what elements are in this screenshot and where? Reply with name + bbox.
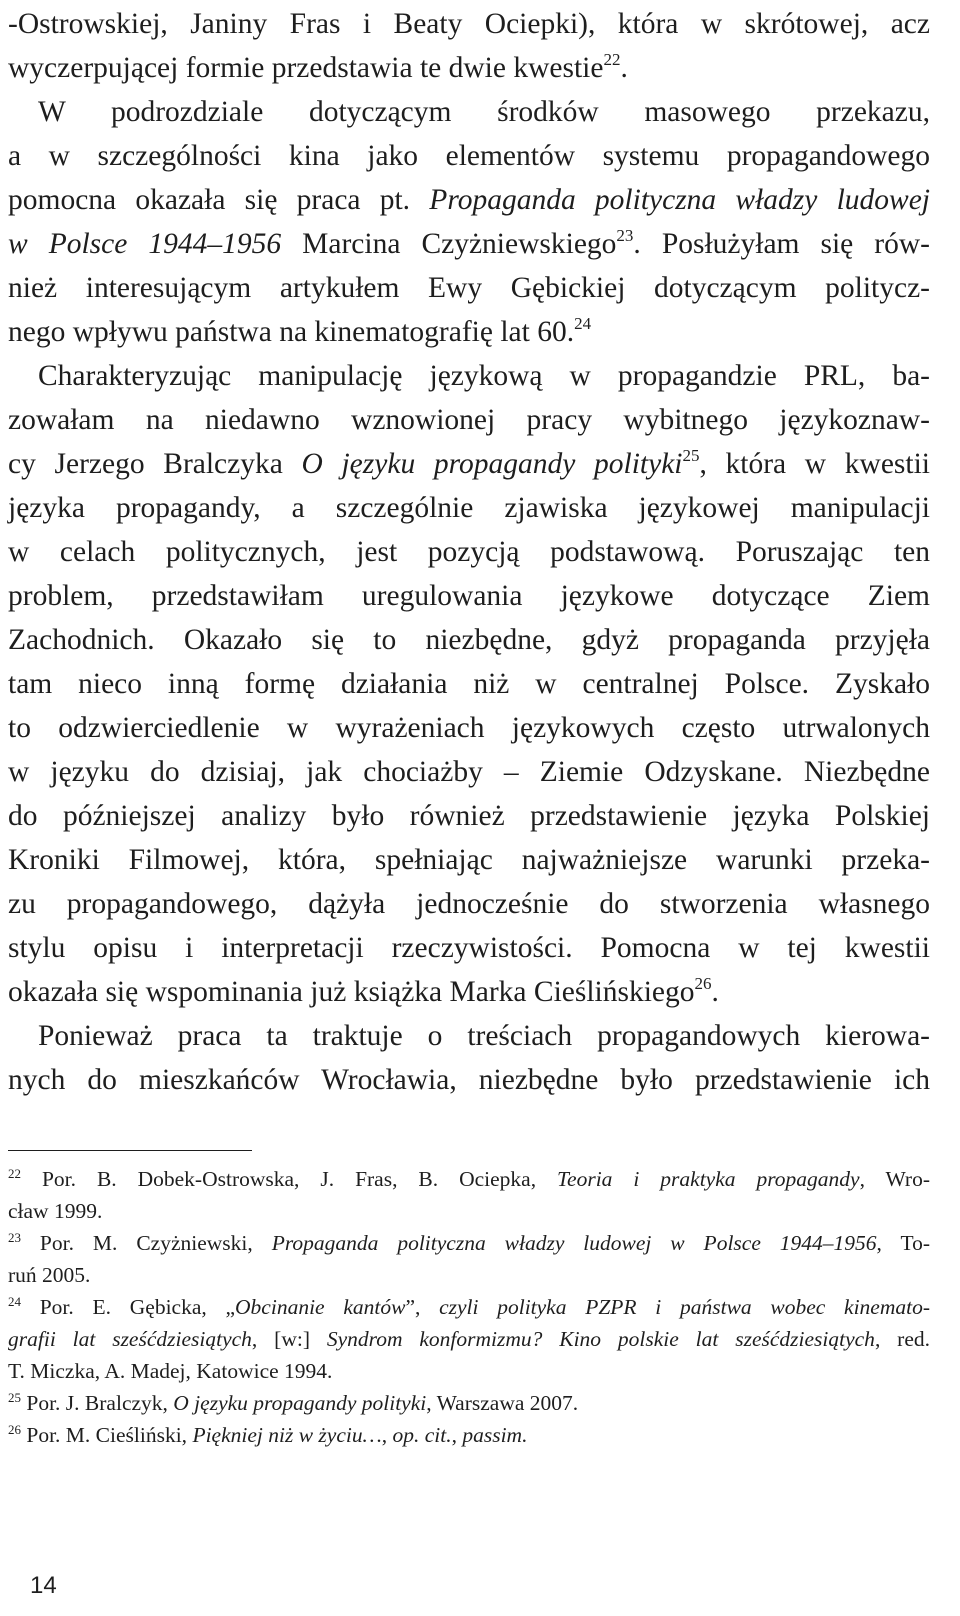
text-run: Por. E. Gębicka, „	[21, 1295, 236, 1319]
text-run: tam nieco inną formę działania niż w centralnej Polsce. Zyskało	[8, 668, 930, 700]
footnote-ref: 24	[574, 314, 592, 333]
footnote-22	[8, 1164, 930, 1197]
text-run: do późniejszej analizy było również przedstawienie języka Polskiej	[8, 800, 930, 832]
body-line	[8, 970, 719, 1018]
text-run: problem, przedstawiłam uregulowania językowe dotyczące Ziem	[8, 580, 930, 612]
italic-text: op. cit.	[392, 1423, 452, 1447]
body-line	[8, 618, 930, 662]
text-run: Charakteryzując manipulację językową w propagandzie PRL, ba-	[38, 360, 930, 392]
footnote-number: 23	[8, 1230, 21, 1245]
text-run: W podrozdziale dotyczącym środków masowego przekazu,	[38, 96, 930, 128]
text-run: Ponieważ praca ta traktuje o treściach propagandowych kierowa-	[38, 1020, 930, 1052]
text-run: nych do mieszkańców Wrocławia, niezbędne było przedstawienie ich	[8, 1064, 930, 1096]
body-line	[8, 882, 930, 926]
footnote-separator	[8, 1150, 252, 1151]
text-run: T. Miczka, A. Madej, Katowice 1994.	[8, 1359, 333, 1383]
text-run: , Warszawa 2007.	[426, 1391, 579, 1415]
body-line	[8, 662, 930, 706]
footnote-25	[8, 1388, 578, 1421]
text-run: Marcina Czyżniewskiego	[302, 228, 617, 260]
text-run: zowałam na niedawno wznowionej pracy wybitnego językoznaw-	[8, 404, 930, 436]
footnote-23-cont	[8, 1260, 90, 1290]
body-line	[8, 398, 930, 442]
italic-title: w Polsce 1944–1956	[8, 228, 282, 260]
footnote-ref: 22	[603, 50, 621, 69]
body-line	[8, 794, 930, 838]
body-line	[38, 354, 930, 398]
footnote-number: 24	[8, 1294, 21, 1309]
text-run: ”,	[405, 1295, 421, 1319]
italic-title: O języku propagandy polityki	[173, 1391, 427, 1415]
text-run: cy Jerzego Bralczyka	[8, 448, 283, 480]
text-run: , [w:]	[251, 1327, 310, 1351]
italic-title: Teoria i praktyka propagandy	[557, 1167, 860, 1191]
footnote-23	[8, 1228, 930, 1261]
body-line	[38, 90, 930, 134]
text-run: wyczerpującej formie przedstawia te dwie kwestie	[8, 52, 604, 84]
footnote-ref: 23	[616, 226, 634, 245]
text-run: to odzwierciedlenie w wyrażeniach językowych często utrwalonych	[8, 712, 930, 744]
italic-title: Piękniej niż w życiu…	[192, 1423, 382, 1447]
body-line	[8, 706, 930, 750]
body-line	[8, 46, 628, 94]
text-run: .	[620, 52, 628, 84]
text-run: ,	[381, 1423, 388, 1447]
italic-title: czyli polityka PZPR i państwa wobec kinemato-	[439, 1295, 931, 1319]
text-run: , Wro-	[859, 1167, 930, 1191]
body-line	[38, 1014, 930, 1058]
italic-title: Propaganda polityczna władzy ludowej w Polsce 1944–1956	[271, 1231, 877, 1255]
text-run: -Ostrowskiej, Janiny Fras i Beaty Ociepki), która w skrótowej, acz	[8, 8, 930, 40]
body-line	[8, 134, 930, 178]
italic-title: Propaganda polityczna władzy ludowej	[429, 184, 930, 216]
text-run: stylu opisu i interpretacji rzeczywistości. Pomocna w tej kwestii	[8, 932, 930, 964]
body-line	[8, 926, 930, 970]
body-line	[8, 838, 930, 882]
footnote-24-cont	[8, 1324, 930, 1354]
footnote-ref: 25	[682, 446, 700, 465]
text-run: ,	[451, 1423, 457, 1447]
text-run: Por. M. Cieśliński,	[21, 1423, 188, 1447]
text-run: okazała się wspominania już książka Marka Cieślińskiego	[8, 976, 695, 1008]
text-run: Kroniki Filmowej, która, spełniając najważniejsze warunki przeka-	[8, 844, 930, 876]
text-run: . Posłużyłam się rów-	[633, 228, 930, 260]
body-line	[8, 2, 930, 46]
footnote-ref: 26	[694, 974, 712, 993]
text-run: w języku do dzisiaj, jak chociażby – Ziemie Odzyskane. Niezbędne	[8, 756, 930, 788]
footnote-24	[8, 1292, 930, 1325]
body-line	[8, 266, 930, 310]
italic-title: O języku propagandy polityki	[301, 448, 683, 480]
page-number: 14	[30, 1572, 57, 1599]
footnote-26	[8, 1420, 527, 1453]
body-line	[8, 486, 930, 530]
text-run: w celach politycznych, jest pozycją podstawową. Poruszając ten	[8, 536, 930, 568]
italic-title: grafii lat sześćdziesiątych	[8, 1327, 252, 1351]
text-run: ruń 2005.	[8, 1263, 91, 1287]
text-run: zu propagandowego, dążyła jednocześnie do stworzenia własnego	[8, 888, 930, 920]
text-run: pomocna okazała się praca pt.	[8, 184, 411, 216]
body-line	[8, 442, 930, 490]
body-line	[8, 750, 930, 794]
text-run: a w szczególności kina jako elementów systemu propagandowego	[8, 140, 930, 172]
text-run: Por. B. Dobek-Ostrowska, J. Fras, B. Ociepka,	[21, 1167, 537, 1191]
footnote-24-cont	[8, 1356, 332, 1386]
text-run: , która w kwestii	[699, 448, 930, 480]
italic-title: Syndrom konformizmu? Kino polskie lat sześćdziesiątych	[326, 1327, 875, 1351]
text-run: nież interesującym artykułem Ewy Gębickiej dotyczącym politycz-	[8, 272, 930, 304]
body-line	[8, 1058, 930, 1102]
body-line	[8, 574, 930, 618]
text-run: , To-	[876, 1231, 931, 1255]
text-run: Por. J. Bralczyk,	[21, 1391, 168, 1415]
text-run: języka propagandy, a szczególnie zjawiska językowej manipulacji	[8, 492, 930, 524]
footnote-22-cont	[8, 1196, 102, 1226]
body-line	[8, 530, 930, 574]
text-run: nego wpływu państwa na kinematografię lat 60.	[8, 316, 575, 348]
text-run: .	[711, 976, 719, 1008]
footnote-number: 25	[8, 1390, 21, 1405]
text-run: , red.	[874, 1327, 930, 1351]
body-line	[8, 222, 930, 270]
text-run: cław 1999.	[8, 1199, 103, 1223]
body-line	[8, 178, 930, 222]
italic-title: Obcinanie kantów	[235, 1295, 406, 1319]
footnote-number: 26	[8, 1422, 21, 1437]
text-run: Por. M. Czyżniewski,	[21, 1231, 253, 1255]
text-run: Zachodnich. Okazało się to niezbędne, gdyż propaganda przyjęła	[8, 624, 930, 656]
italic-text: passim.	[462, 1423, 528, 1447]
footnote-number: 22	[8, 1166, 21, 1181]
body-line	[8, 310, 591, 358]
